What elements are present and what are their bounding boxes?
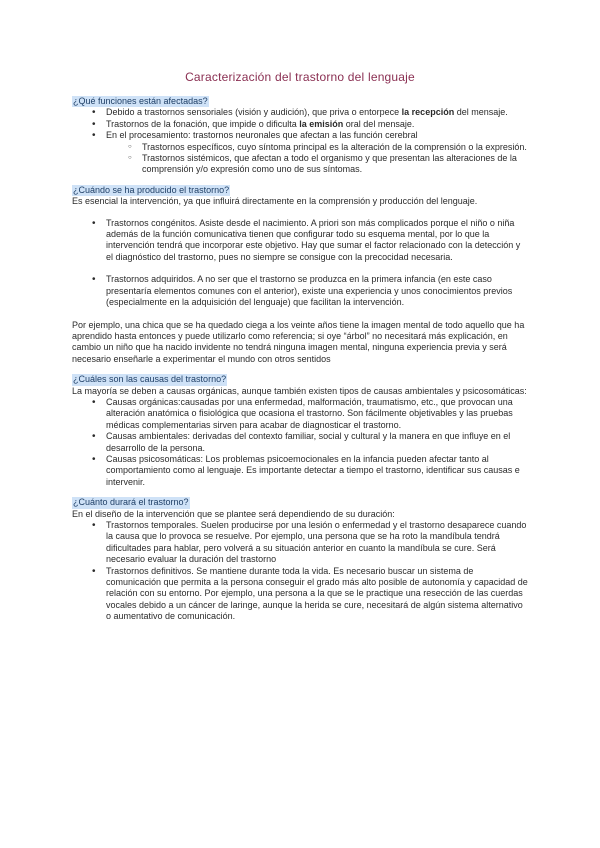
bullet-list <box>72 218 528 309</box>
list-item-text: oral del mensaje. <box>343 118 415 129</box>
sub-list-item: ○ Trastornos específicos, cuyo síntoma principal es la alteración de la comprensión o la expresión. <box>106 142 528 153</box>
list-item-text: Trastornos de la fonación, que impide o dificulta <box>106 118 300 129</box>
bullet-list <box>72 520 528 623</box>
list-item: • Trastornos adquiridos. A no ser que el trastorno se produzca en la primera infancia (en este caso presentaría elementos comunes con el anterior), existe una experiencia y unos conocimientos previos (especialmente en la adquisición del lenguaje) que facilitan la intervención. <box>72 274 528 308</box>
list-item: • Causas psicosomáticas: Los problemas psicoemocionales en la infancia pueden afectar tanto al comportamiento como al lenguaje. Es importante detectar a tiempo el trastorno, identificar sus causas e intervenir. <box>72 454 528 488</box>
bold-term: la emisión <box>299 118 344 129</box>
list-item-text: Debido a trastornos sensoriales (visión y audición), que priva o entorpece <box>106 107 402 118</box>
document-body <box>72 96 528 623</box>
example-paragraph: Por ejemplo, una chica que se ha quedado ciega a los veinte años tiene la imagen mental de todo aquello que ha aprendido hasta entonces y puede utilizarlo como referencia; si oye “árbol” no necesitará más explicación, en cambio un niño que ha nacido invidente no tendrá ninguna imagen mental, ninguna experiencia previa y será necesario enseñarle a experimentar el mundo con otros sentidos <box>72 319 525 364</box>
sub-bullet-list <box>106 142 528 176</box>
section-heading: ¿Qué funciones están afectadas? <box>73 96 208 106</box>
section-intro: Es esencial la intervención, ya que influirá directamente en la comprensión y producción del lenguaje. <box>72 196 478 207</box>
bullet-list <box>72 397 528 488</box>
list-item: • Causas ambientales: derivadas del contexto familiar, social y cultural y la manera en que influye en el desarrollo de la persona. <box>72 431 528 454</box>
list-item-text: del mensaje. <box>454 107 508 118</box>
document-title: Caracterización del trastorno del lenguaje <box>185 70 415 84</box>
list-item: • Causas orgánicas:causadas por una enfermedad, malformación, traumatismo, etc., que provocan una alteración anatómica o fisiológica que ocasiona el trastorno. Son fácilmente objetivables y las pruebas médicas complementarias sirven para acabar de diagnosticar el trastorno. <box>72 397 528 431</box>
section-intro: En el diseño de la intervención que se plantee será dependiendo de su duración: <box>72 508 395 519</box>
list-item <box>72 119 528 130</box>
section-heading: ¿Cuánto durará el trastorno? <box>73 497 189 508</box>
list-item: • Trastornos definitivos. Se mantiene durante toda la vida. Es necesario buscar un sistema de comunicación que permita a la persona conseguir el grado más alto posible de autonomía y capacidad de relación con su entorno. Por ejemplo, una persona a la que se le practique una resección de las cuerdas vocales debido a un cáncer de laringe, aunque la herida se cure, necesitará de algún sistema alternativo o aumentativo de comunicación. <box>72 566 528 623</box>
sub-list-item: ○ Trastornos sistémicos, que afectan a todo el organismo y que presentan las alteraciones de la comprensión y/o expresión como uno de sus síntomas. <box>106 153 528 176</box>
section-causes <box>72 374 528 488</box>
list-item <box>72 107 528 118</box>
bullet-list <box>72 107 528 175</box>
bold-term: la recepción <box>401 107 455 118</box>
section-when-produced <box>72 185 528 365</box>
section-affected-functions <box>72 96 528 176</box>
section-heading: ¿Cuándo se ha producido el trastorno? <box>73 184 230 195</box>
section-duration <box>72 497 528 622</box>
list-item <box>72 130 528 176</box>
list-item-text: En el procesamiento: trastornos neuronales que afectan a las función cerebral <box>106 130 418 141</box>
list-item: • Trastornos temporales. Suelen producirse por una lesión o enfermedad y el trastorno desaparece cuando la causa que lo provoca se resuelve. Por ejemplo, una persona que se ha roto la mandíbula tendrá dificultades para hablar, pero volverá a su situación anterior en cuanto la mandíbula se cure. Será necesario evaluar la duración del trastorno <box>72 520 528 566</box>
section-intro: La mayoría se deben a causas orgánicas, aunque también existen tipos de causas ambientales y psicosomáticas: <box>72 385 527 396</box>
list-item: • Trastornos congénitos. Asiste desde el nacimiento. A priori son más complicados porque el niño o niña además de la función comunicativa tienen que configurar todo su esquema mental, por lo que la intervención tendrá que incorporar este objetivo. Hay que sumar el factor relacionado con la detección y el diagnóstico del trastorno, pues no siempre se consigue con la precocidad necesaria. <box>72 218 528 264</box>
section-heading: ¿Cuáles son las causas del trastorno? <box>73 374 227 385</box>
